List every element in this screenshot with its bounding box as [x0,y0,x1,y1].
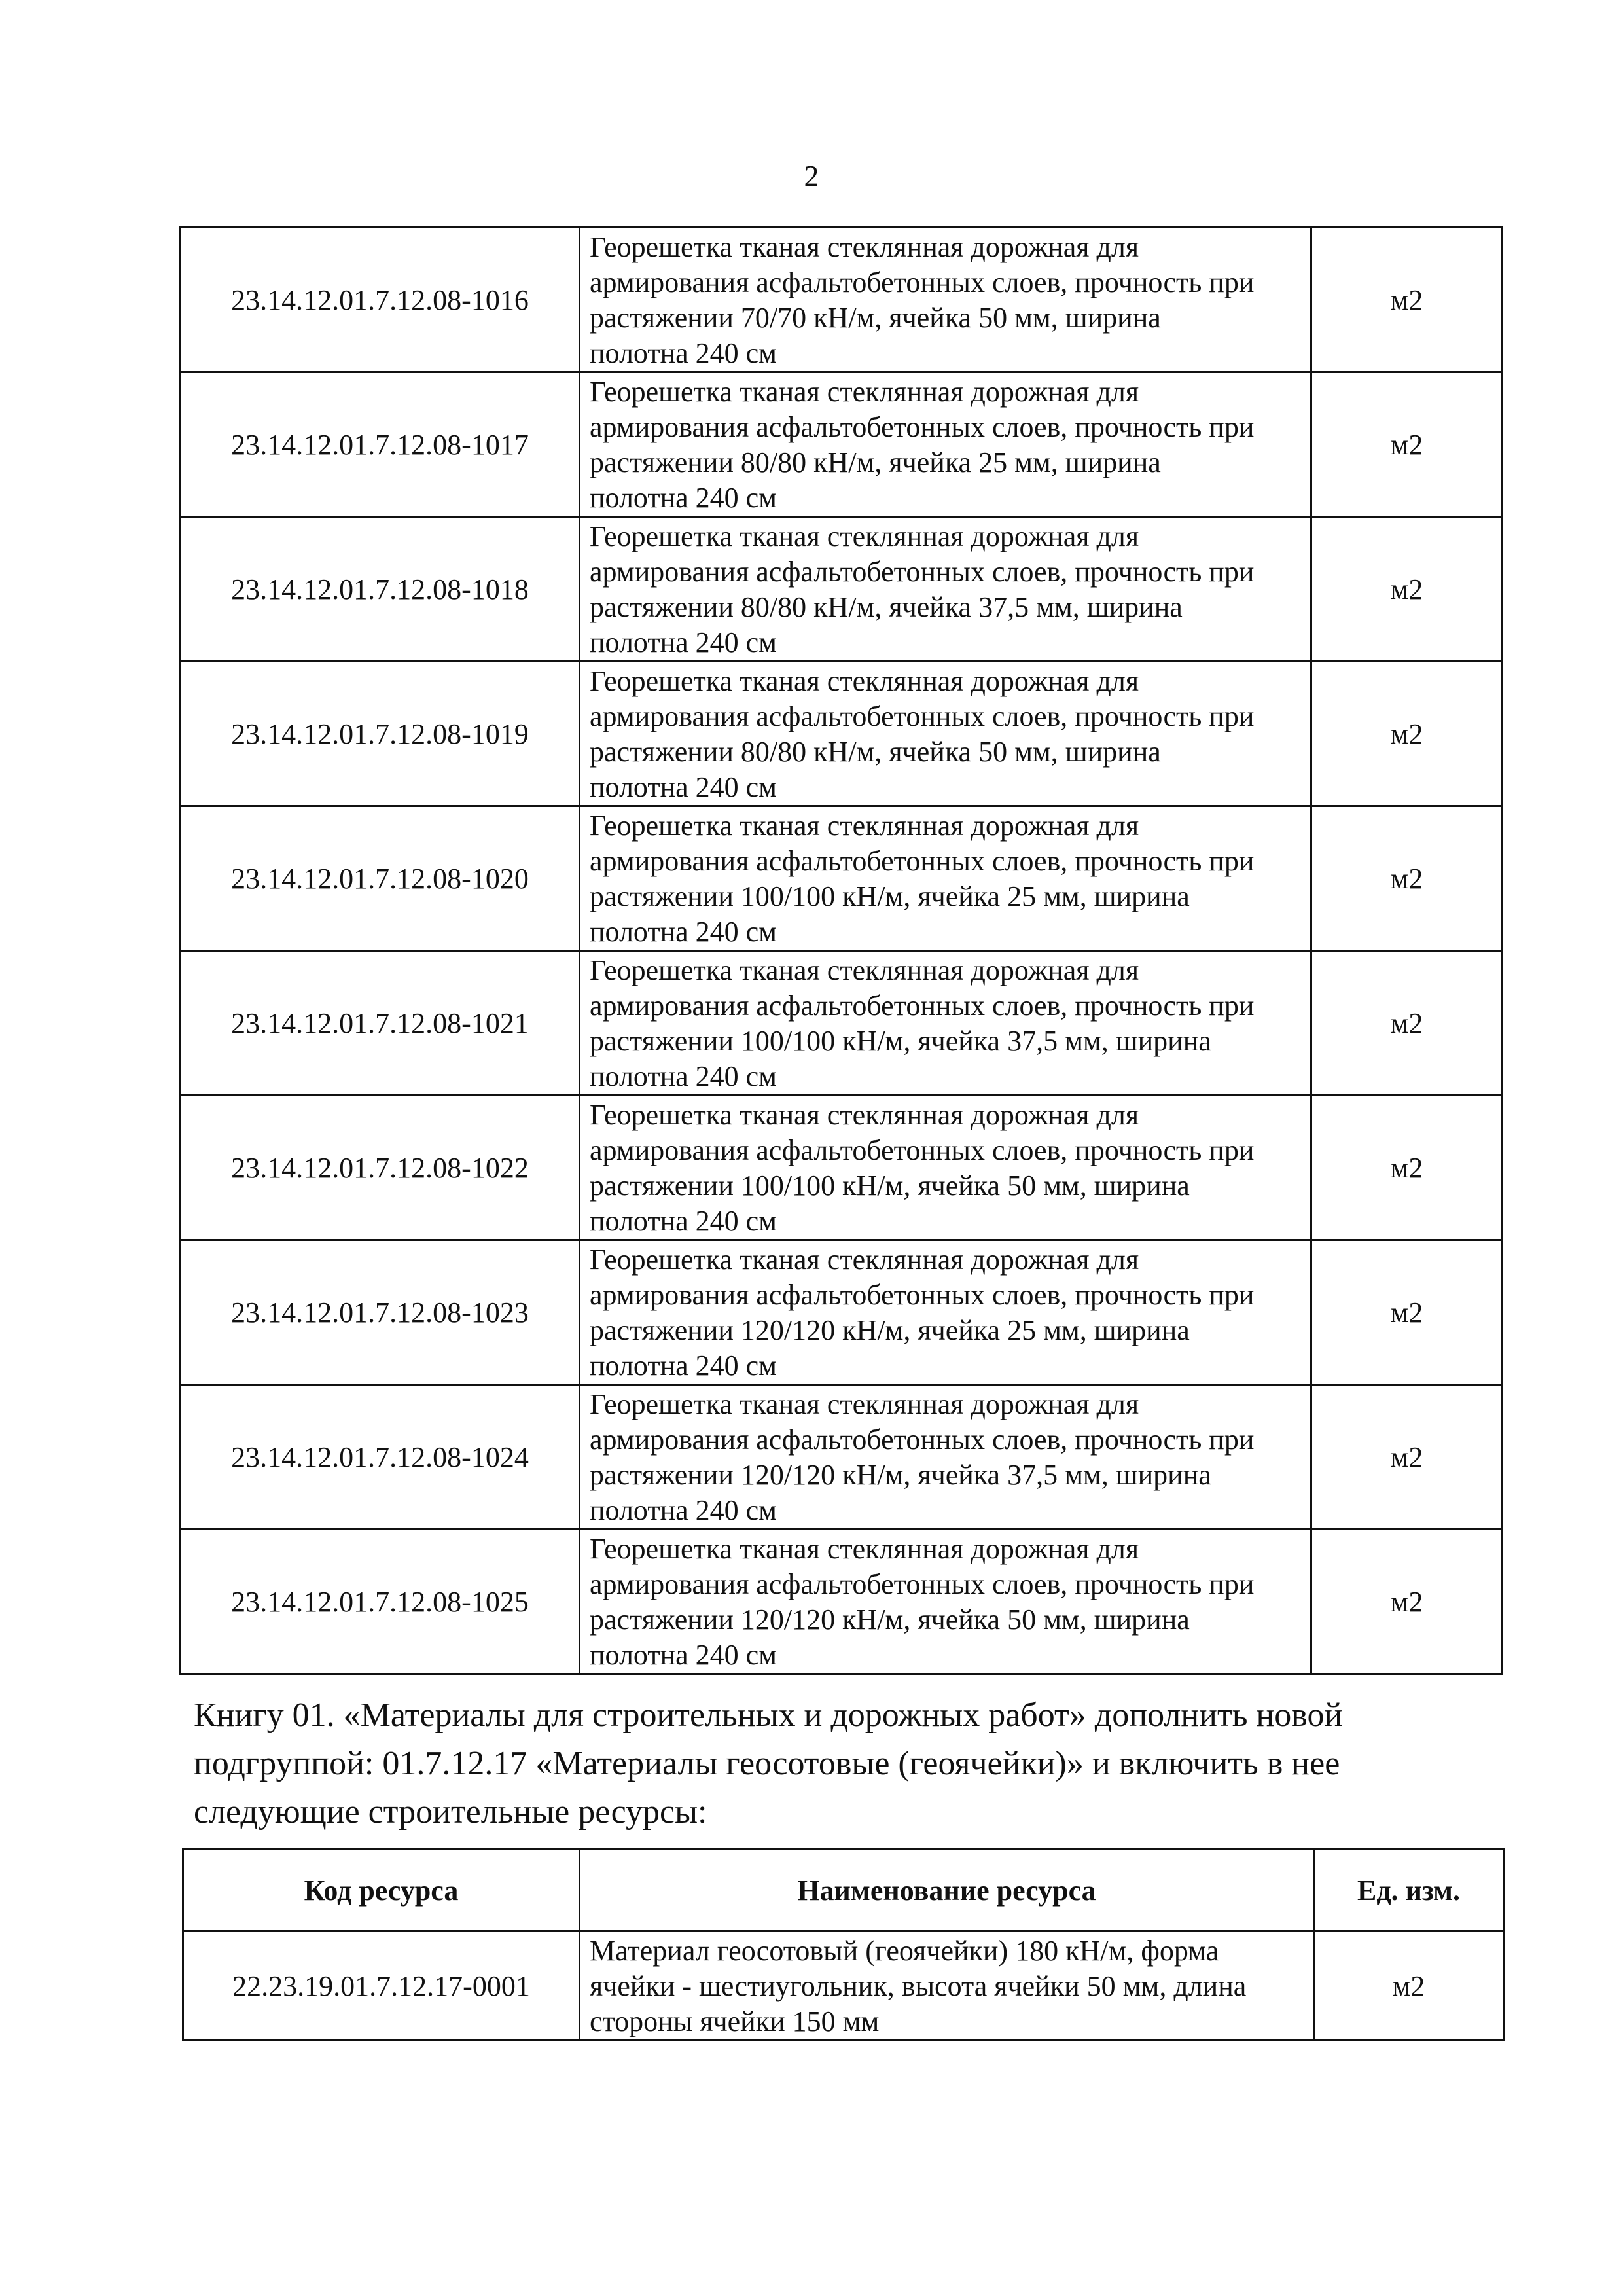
resource-name-line: ячейки - шестиугольник, высота ячейки 50 мм, длина [590,1970,1247,2002]
resource-unit: м2 [1311,1385,1503,1530]
new-resources-table [182,1848,1505,2041]
resource-name-line: полотна 240 см [590,771,777,803]
paragraph-line: подгруппой: 01.7.12.17 «Материалы геосотовые (геоячейки)» и включить в нее [194,1745,1340,1782]
resource-name-line: растяжении 100/100 кН/м, ячейка 50 мм, ширина [590,1170,1190,1202]
resource-name [580,1931,1314,2041]
table-row [181,1240,1503,1385]
resource-name-line: Георешетка тканая стеклянная дорожная для [590,665,1139,697]
table-row [181,517,1503,662]
resource-name [580,1096,1311,1240]
resource-name-line: армирования асфальтобетонных слоев, прочность при [590,1568,1255,1600]
resource-name-line: армирования асфальтобетонных слоев, прочность при [590,411,1255,443]
resource-unit: м2 [1311,1530,1503,1674]
resource-code: 23.14.12.01.7.12.08-1023 [181,1240,580,1385]
resource-code: 23.14.12.01.7.12.08-1020 [181,806,580,951]
table-row [181,1530,1503,1674]
resource-code: 23.14.12.01.7.12.08-1025 [181,1530,580,1674]
resource-name [580,1530,1311,1674]
resource-name-line: Материал геосотовый (геоячейки) 180 кН/м, форма [590,1935,1219,1967]
resource-code: 23.14.12.01.7.12.08-1019 [181,662,580,806]
resource-name-line: полотна 240 см [590,1494,777,1526]
resource-name-line: армирования асфальтобетонных слоев, прочность при [590,845,1255,877]
table-row [181,1385,1503,1530]
table-row [183,1931,1504,2041]
resource-name [580,1240,1311,1385]
header-unit: Ед. изм. [1314,1850,1504,1931]
header-name: Наименование ресурса [580,1850,1314,1931]
resource-unit: м2 [1314,1931,1504,2041]
amendment-paragraph [194,1691,1487,1837]
resource-name-line: стороны ячейки 150 мм [590,2005,880,2037]
resource-code: 23.14.12.01.7.12.08-1016 [181,228,580,372]
resource-name-line: растяжении 100/100 кН/м, ячейка 25 мм, ширина [590,880,1190,912]
resource-name [580,1385,1311,1530]
resource-name-line: Георешетка тканая стеклянная дорожная для [590,376,1139,408]
table-row [181,228,1503,372]
resource-name-line: растяжении 70/70 кН/м, ячейка 50 мм, ширина [590,302,1161,334]
paragraph-line: следующие строительные ресурсы: [194,1793,707,1831]
table-row [181,1096,1503,1240]
table-row [181,662,1503,806]
resource-name-line: полотна 240 см [590,1205,777,1237]
resource-name-line: полотна 240 см [590,482,777,514]
table-row [181,951,1503,1096]
resource-name-line: растяжении 120/120 кН/м, ячейка 37,5 мм, ширина [590,1459,1211,1491]
resource-name-line: Георешетка тканая стеклянная дорожная для [590,520,1139,552]
resource-unit: м2 [1311,372,1503,517]
resource-unit: м2 [1311,1096,1503,1240]
resource-name-line: армирования асфальтобетонных слоев, прочность при [590,1424,1255,1456]
resource-name [580,951,1311,1096]
resource-name-line: Георешетка тканая стеклянная дорожная для [590,1244,1139,1276]
resource-code: 22.23.19.01.7.12.17-0001 [183,1931,580,2041]
resource-code: 23.14.12.01.7.12.08-1018 [181,517,580,662]
resource-unit: м2 [1311,951,1503,1096]
table-header-row [183,1850,1504,1931]
resource-code: 23.14.12.01.7.12.08-1021 [181,951,580,1096]
resource-name [580,662,1311,806]
header-code: Код ресурса [183,1850,580,1931]
resource-name-line: армирования асфальтобетонных слоев, прочность при [590,556,1255,588]
page-number: 2 [804,159,819,192]
resource-unit: м2 [1311,1240,1503,1385]
resource-unit: м2 [1311,517,1503,662]
resource-name-line: армирования асфальтобетонных слоев, прочность при [590,1134,1255,1166]
resource-name-line: растяжении 80/80 кН/м, ячейка 25 мм, ширина [590,446,1161,478]
resource-unit: м2 [1311,228,1503,372]
resource-name-line: растяжении 120/120 кН/м, ячейка 50 мм, ширина [590,1604,1190,1636]
resource-name-line: полотна 240 см [590,916,777,948]
resource-name [580,228,1311,372]
resource-name-line: Георешетка тканая стеклянная дорожная для [590,1099,1139,1131]
resource-name-line: армирования асфальтобетонных слоев, прочность при [590,266,1255,298]
resource-name-line: растяжении 100/100 кН/м, ячейка 37,5 мм, ширина [590,1025,1211,1057]
resource-name-line: растяжении 80/80 кН/м, ячейка 37,5 мм, ширина [590,591,1183,623]
resource-code: 23.14.12.01.7.12.08-1022 [181,1096,580,1240]
resource-name [580,372,1311,517]
resource-name-line: Георешетка тканая стеклянная дорожная для [590,1388,1139,1420]
resource-name-line: растяжении 120/120 кН/м, ячейка 25 мм, ширина [590,1314,1190,1346]
table-row [181,806,1503,951]
resource-unit: м2 [1311,806,1503,951]
table-row [181,372,1503,517]
resource-name-line: Георешетка тканая стеклянная дорожная для [590,231,1139,263]
resource-name [580,517,1311,662]
resource-name-line: полотна 240 см [590,626,777,658]
resource-name-line: Георешетка тканая стеклянная дорожная для [590,810,1139,842]
paragraph-line: Книгу 01. «Материалы для строительных и дорожных работ» дополнить новой [194,1696,1343,1734]
resource-name-line: армирования асфальтобетонных слоев, прочность при [590,990,1255,1022]
resource-name-line: армирования асфальтобетонных слоев, прочность при [590,1279,1255,1311]
resource-name-line: полотна 240 см [590,337,777,369]
resource-name-line: полотна 240 см [590,1350,777,1382]
resource-unit: м2 [1311,662,1503,806]
resource-name-line: полотна 240 см [590,1060,777,1092]
resource-code: 23.14.12.01.7.12.08-1017 [181,372,580,517]
resource-name-line: армирования асфальтобетонных слоев, прочность при [590,700,1255,732]
resource-name-line: Георешетка тканая стеклянная дорожная для [590,954,1139,986]
resources-table-continued [179,226,1503,1675]
resource-name-line: полотна 240 см [590,1639,777,1671]
resource-name-line: растяжении 80/80 кН/м, ячейка 50 мм, ширина [590,736,1161,768]
resource-code: 23.14.12.01.7.12.08-1024 [181,1385,580,1530]
resource-name-line: Георешетка тканая стеклянная дорожная для [590,1533,1139,1565]
resource-name [580,806,1311,951]
